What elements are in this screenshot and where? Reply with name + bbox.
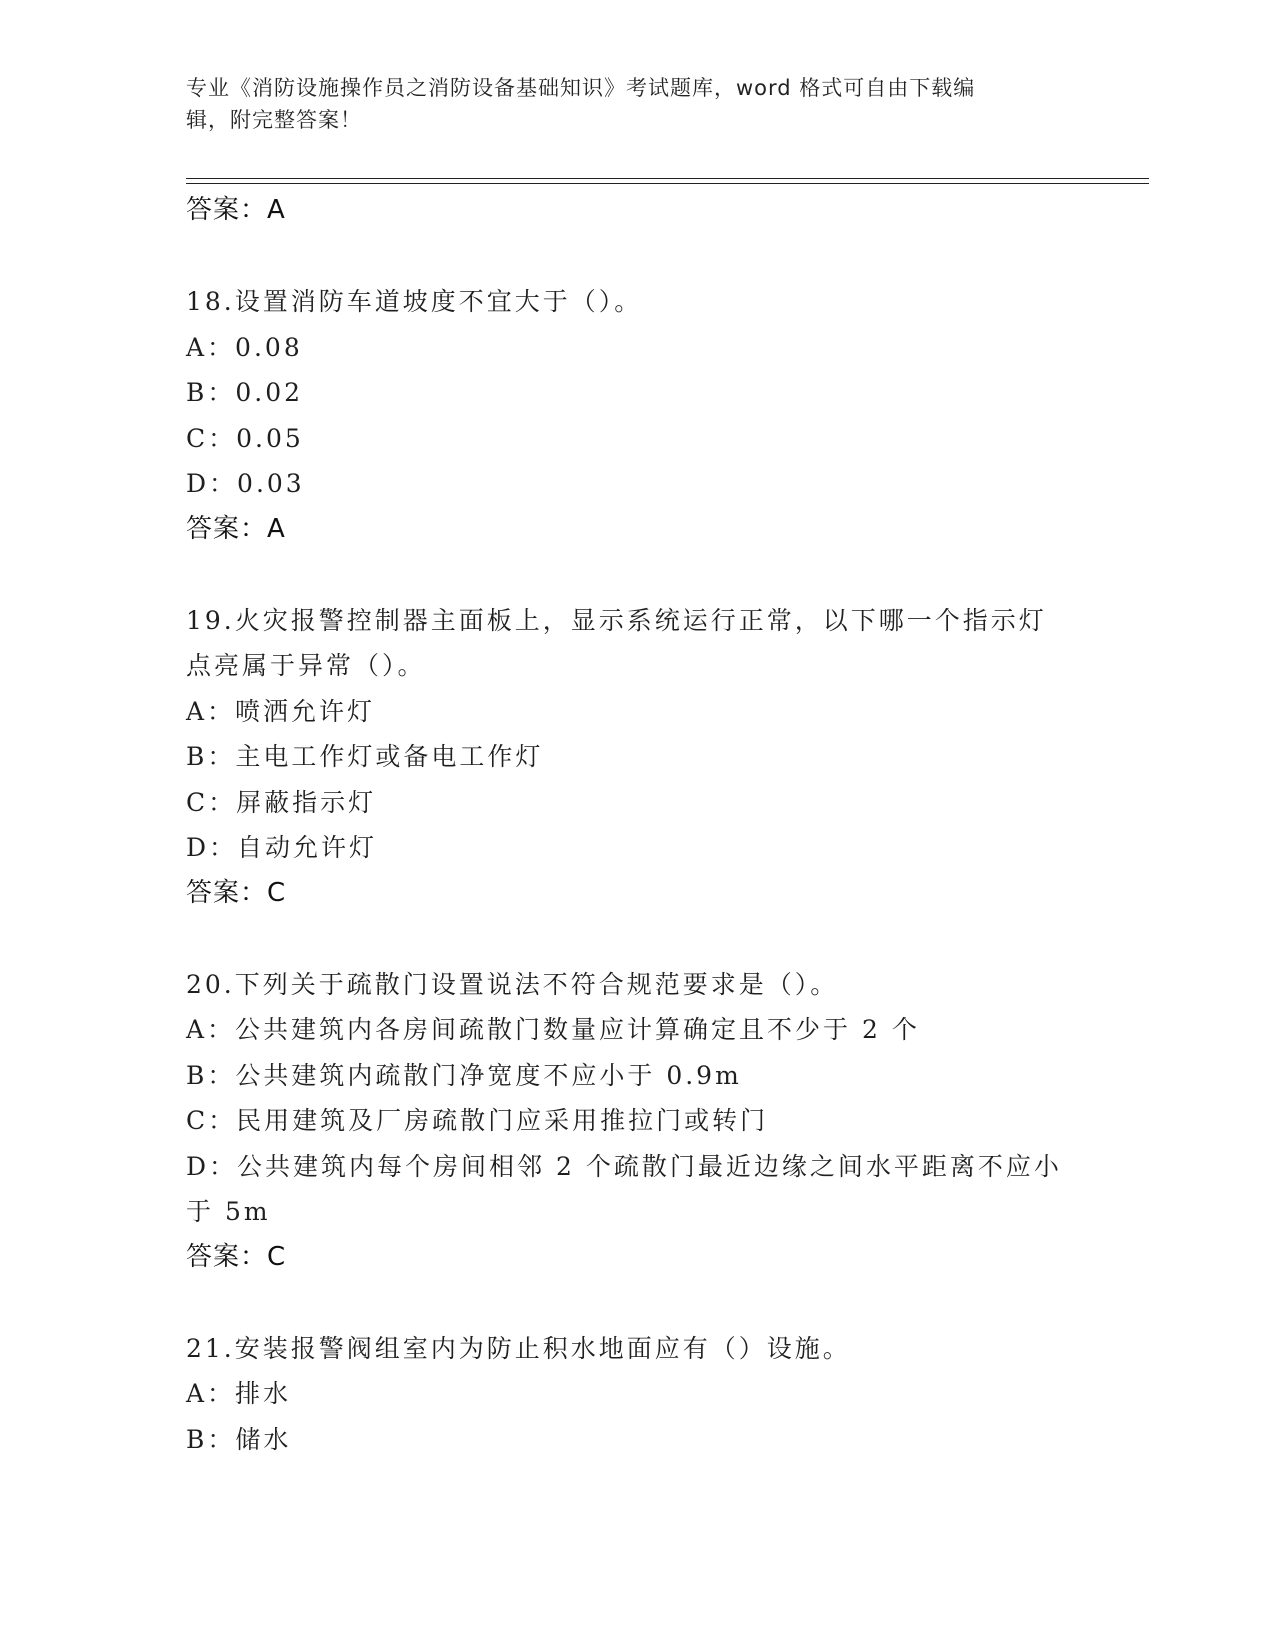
- question-line: 19.火灾报警控制器主面板上，显示系统运行正常，以下哪一个指示灯: [186, 605, 1047, 635]
- question-line: B：公共建筑内疏散门净宽度不应小于 0.9m: [186, 1060, 742, 1090]
- question-line: B：储水: [186, 1424, 292, 1454]
- question-line: A：公共建筑内各房间疏散门数量应计算确定且不少于 2 个: [186, 1015, 920, 1044]
- question-line: 20.下列关于疏散门设置说法不符合规范要求是（）。: [186, 969, 839, 999]
- document-header: [186, 72, 1086, 136]
- question-line: 21.安装报警阀组室内为防止积水地面应有（）设施。: [186, 1333, 851, 1363]
- answer-line: 答案：C: [186, 1241, 287, 1272]
- question-line: C：0.05: [186, 423, 304, 453]
- header-divider-top: [186, 178, 1149, 179]
- spacer: [186, 916, 1086, 962]
- question-line: A：喷洒允许灯: [186, 696, 376, 726]
- question-line: A：0.08: [186, 332, 303, 362]
- question-line: 18.设置消防车道坡度不宜大于（）。: [186, 287, 643, 316]
- question-line: D：自动允许灯: [186, 833, 378, 862]
- spacer: [186, 1280, 1086, 1326]
- answer-line: 答案：C: [186, 877, 287, 908]
- question-line: A：排水: [186, 1379, 292, 1408]
- answer-line: 答案：A: [186, 195, 286, 225]
- answer-line: 答案：A: [186, 513, 286, 544]
- header-divider-bottom: [186, 183, 1149, 184]
- question-line: D：公共建筑内每个房间相邻 2 个疏散门最近边缘之间水平距离不应小: [186, 1151, 1062, 1181]
- spacer: [186, 552, 1086, 598]
- question-line: B：主电工作灯或备电工作灯: [186, 742, 544, 771]
- header-line-2: 辑，附完整答案！: [186, 108, 362, 132]
- question-line: B：0.02: [186, 378, 304, 407]
- question-list: [186, 188, 1086, 1462]
- question-line: C：民用建筑及厂房疏散门应采用推拉门或转门: [186, 1106, 769, 1135]
- question-line: C：屏蔽指示灯: [186, 787, 377, 817]
- question-line: D：0.03: [186, 469, 305, 498]
- question-line: 点亮属于异常（）。: [186, 651, 426, 680]
- spacer: [186, 234, 1086, 280]
- header-line-1: 专业《消防设施操作员之消防设备基础知识》考试题库，word 格式可自由下载编: [186, 76, 976, 100]
- question-line: 于 5m: [186, 1197, 271, 1226]
